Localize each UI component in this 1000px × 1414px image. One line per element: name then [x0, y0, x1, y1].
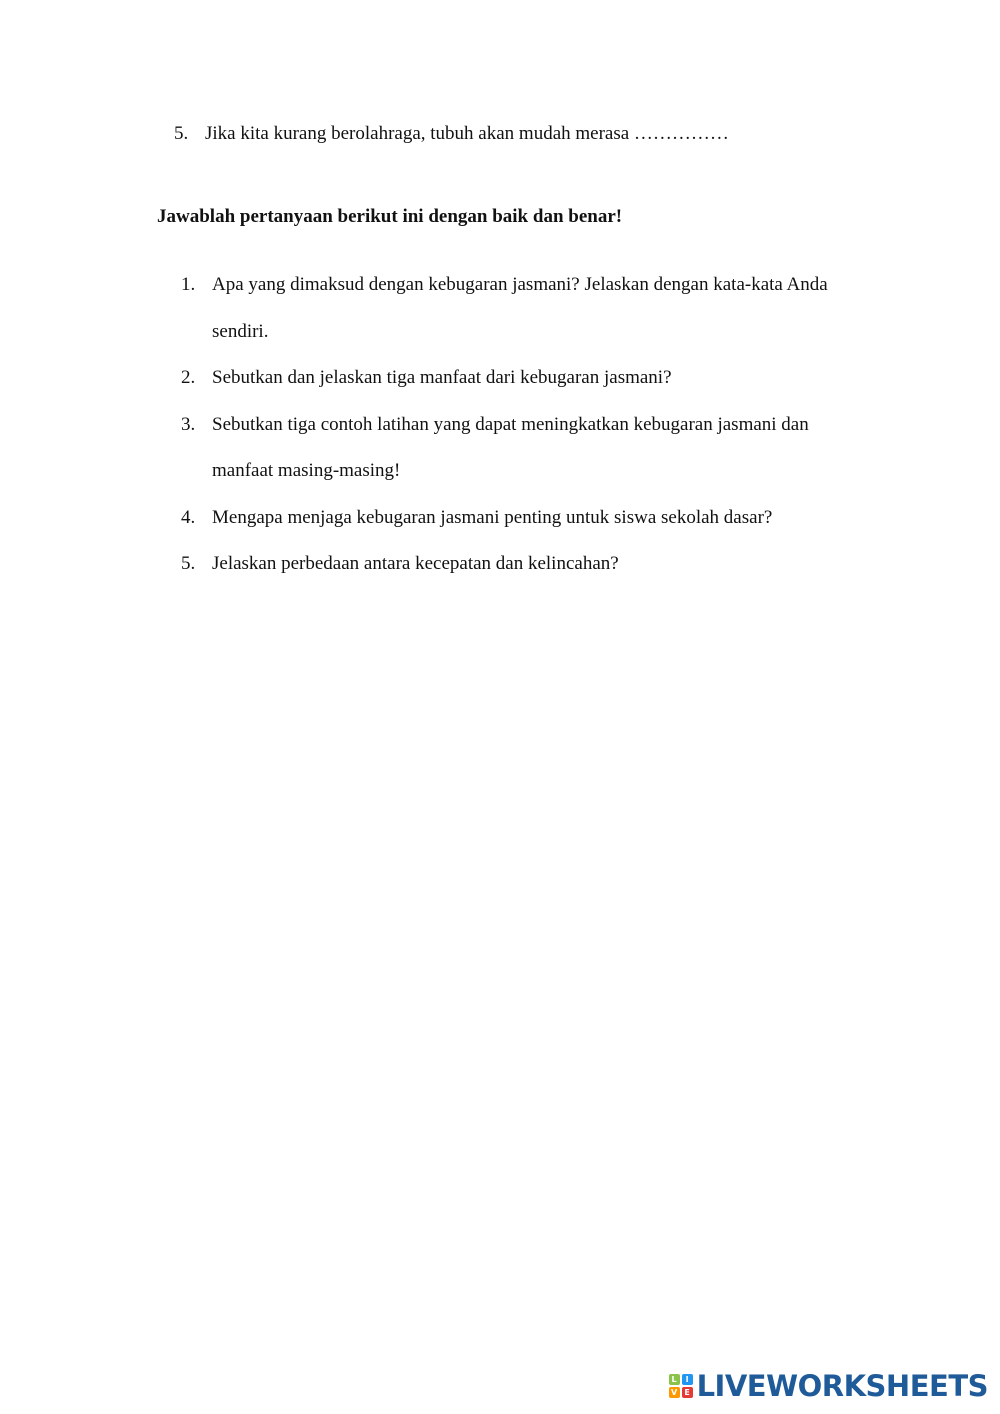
logo-text: LIVEWORKSHEETS [696, 1369, 988, 1403]
question-number: 5. [181, 553, 196, 574]
question-number: 2. [181, 367, 196, 388]
question-line: Sebutkan dan jelaskan tiga manfaat dari kebugaran jasmani? [212, 367, 672, 388]
logo-mark-letter: L [669, 1374, 680, 1385]
question-item-5 [181, 541, 881, 588]
question-line: Mengapa menjaga kebugaran jasmani penting untuk siswa sekolah dasar? [212, 506, 773, 528]
logo-mark-letter: I [682, 1374, 693, 1385]
fill-in-number: 5. [174, 123, 189, 144]
question-item-2 [181, 355, 881, 402]
question-item-3 [181, 402, 881, 495]
question-line: Sebutkan tiga contoh latihan yang dapat meningkatkan kebugaran jasmani dan [212, 413, 809, 435]
question-line: Jelaskan perbedaan antara kecepatan dan kelincahan? [212, 553, 619, 574]
question-list [181, 262, 881, 588]
question-number: 3. [181, 413, 196, 435]
question-line: sendiri. [212, 320, 269, 342]
fill-in-item-5 [174, 120, 729, 148]
question-item-4 [181, 495, 881, 542]
logo-mark-icon [669, 1374, 693, 1398]
fill-in-text: Jika kita kurang berolahraga, tubuh akan mudah merasa …………… [205, 123, 729, 144]
question-line: manfaat masing-masing! [212, 460, 401, 481]
section-title: Jawablah pertanyaan berikut ini dengan baik dan benar! [157, 206, 623, 227]
question-item-1 [181, 262, 881, 355]
question-number: 4. [181, 506, 196, 528]
question-number: 1. [181, 274, 196, 295]
liveworksheets-logo[interactable] [669, 1366, 988, 1406]
logo-mark-letter: E [682, 1387, 693, 1398]
question-line: Apa yang dimaksud dengan kebugaran jasmani? Jelaskan dengan kata-kata Anda [212, 274, 828, 295]
logo-mark-letter: V [669, 1387, 680, 1398]
